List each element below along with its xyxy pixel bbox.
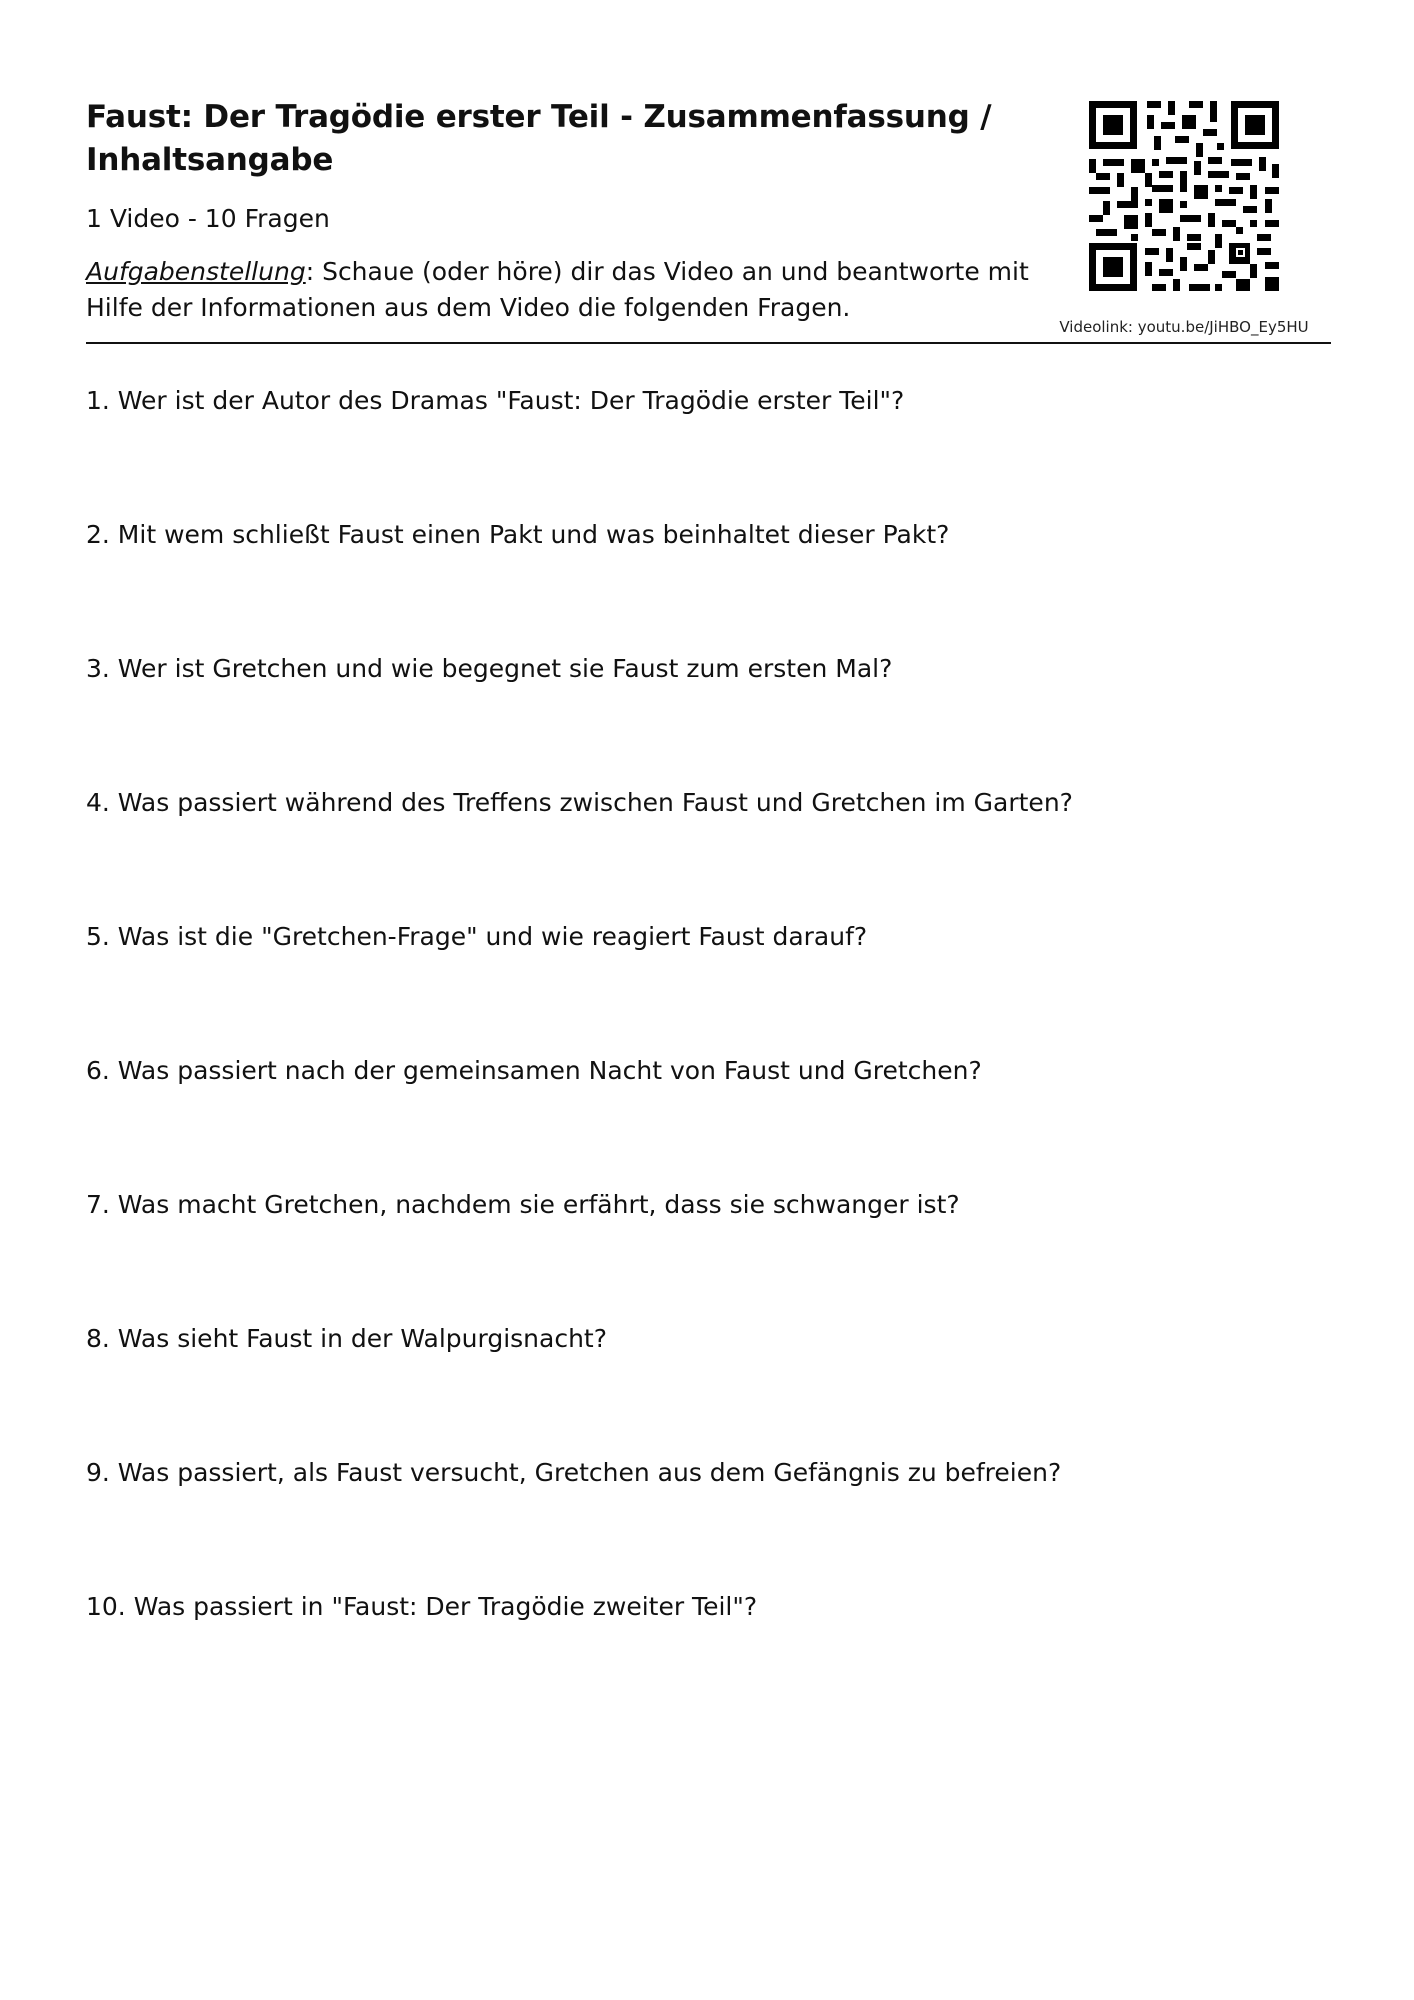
question-item: 6. Was passiert nach der gemeinsamen Nacht von Faust und Gretchen? [86,1056,982,1085]
header-divider [86,342,1331,344]
question-item: 9. Was passiert, als Faust versucht, Gretchen aus dem Gefängnis zu befreien? [86,1458,1062,1487]
task-label: Aufgabenstellung [86,257,306,286]
question-item: 5. Was ist die "Gretchen-Frage" und wie reagiert Faust darauf? [86,922,868,951]
video-question-count: 1 Video - 10 Fragen [86,204,330,233]
question-item: 8. Was sieht Faust in der Walpurgisnacht? [86,1324,607,1353]
task-text: : Schaue (oder höre) dir das Video an und beantworte mit Hilfe der Informationen aus dem Video die folgenden Fragen. [86,257,1029,322]
qr-code-graphic [1089,101,1279,291]
question-item: 4. Was passiert während des Treffens zwischen Faust und Gretchen im Garten? [86,788,1073,817]
question-item: 1. Wer ist der Autor des Dramas "Faust: Der Tragödie erster Teil"? [86,386,905,415]
task-instructions [86,254,1046,326]
question-item: 7. Was macht Gretchen, nachdem sie erfährt, dass sie schwanger ist? [86,1190,960,1219]
question-item: 10. Was passiert in "Faust: Der Tragödie zweiter Teil"? [86,1592,758,1621]
video-link-caption: Videolink: youtu.be/JiHBO_Ey5HU [1059,318,1309,336]
worksheet-header [86,96,1029,326]
page-title: Faust: Der Tragödie erster Teil - Zusammenfassung / Inhaltsangabe [86,99,992,178]
qr-code-icon[interactable] [1089,101,1279,291]
question-item: 2. Mit wem schließt Faust einen Pakt und was beinhaltet dieser Pakt? [86,520,950,549]
question-list [86,384,1326,1724]
question-item: 3. Wer ist Gretchen und wie begegnet sie Faust zum ersten Mal? [86,654,893,683]
